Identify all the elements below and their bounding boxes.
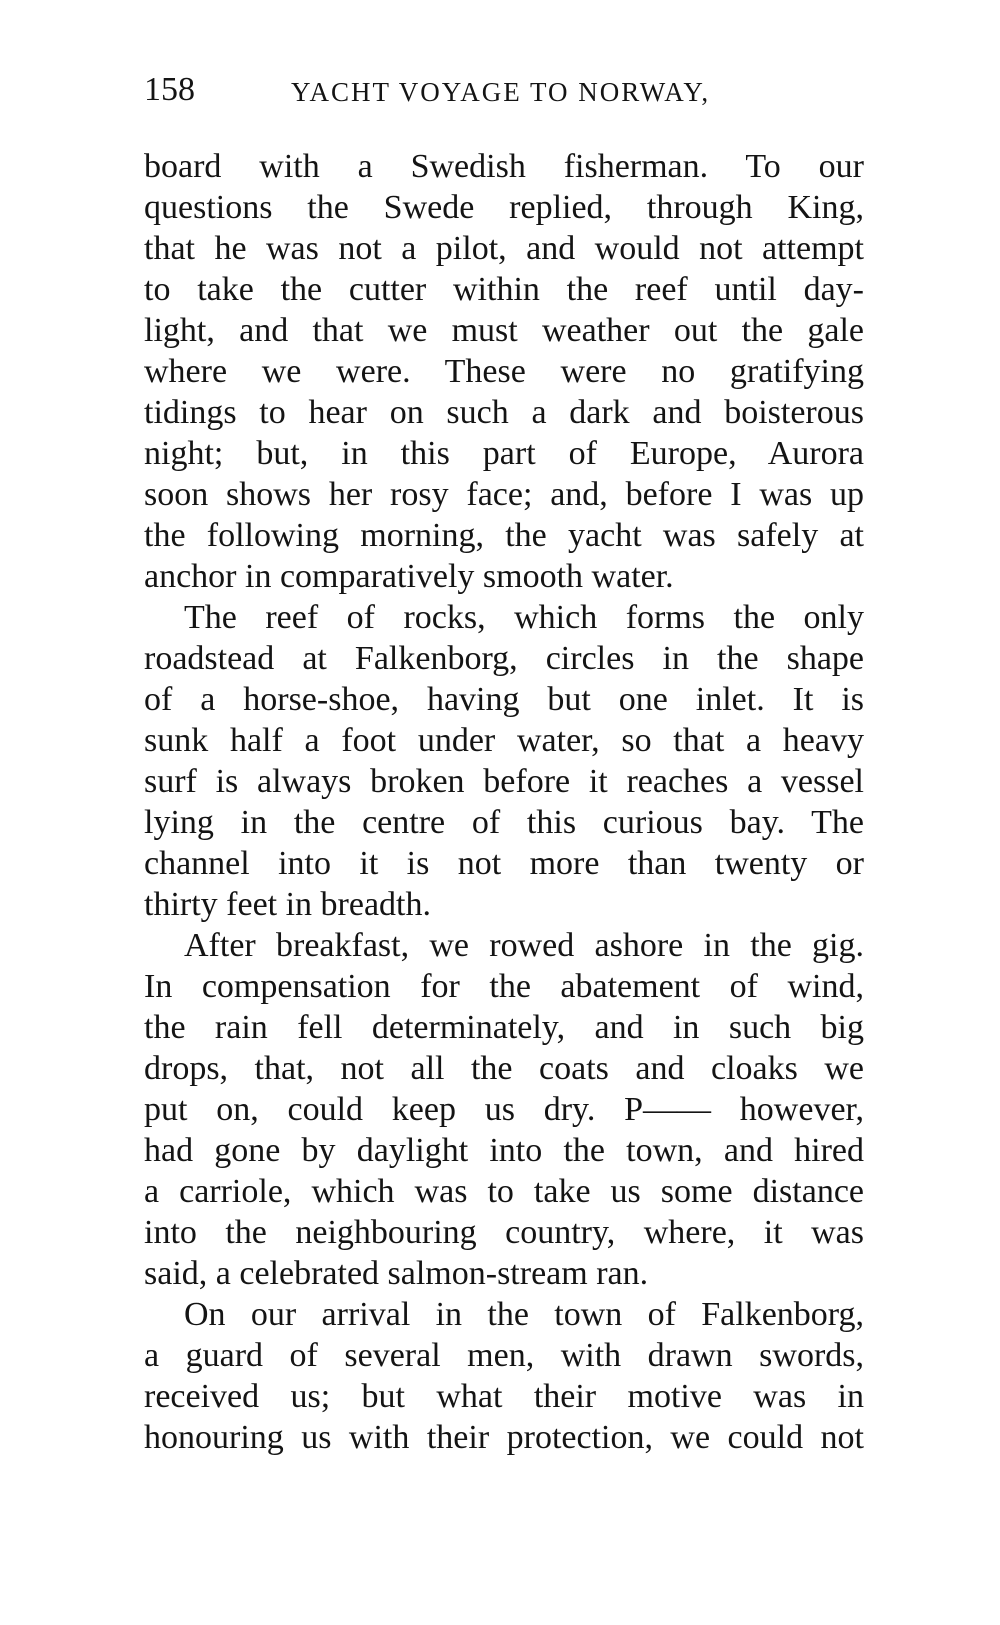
text-line: a guard of several men, with drawn swords, bbox=[144, 1337, 864, 1374]
text-line: lying in the centre of this curious bay. The bbox=[144, 804, 864, 841]
text-line: had gone by daylight into the town, and hired bbox=[144, 1132, 864, 1169]
text-line: night; but, in this part of Europe, Aurora bbox=[144, 435, 864, 472]
text-line: questions the Swede replied, through King, bbox=[144, 189, 864, 226]
paragraph-end-line: thirty feet in breadth. bbox=[144, 886, 432, 923]
text-line: to take the cutter within the reef until day- bbox=[144, 271, 864, 308]
paragraph-start-line: The reef of rocks, which forms the only bbox=[184, 599, 864, 636]
text-line: sunk half a foot under water, so that a heavy bbox=[144, 722, 864, 759]
running-head bbox=[144, 66, 864, 114]
text-line: of a horse-shoe, having but one inlet. It is bbox=[144, 681, 864, 718]
text-line: soon shows her rosy face; and, before I was up bbox=[144, 476, 864, 513]
paragraph-end-line: said, a celebrated salmon-stream ran. bbox=[144, 1255, 649, 1292]
page-number: 158 bbox=[144, 71, 195, 108]
text-line: channel into it is not more than twenty or bbox=[144, 845, 864, 882]
text-line: where we were. These were no gratifying bbox=[144, 353, 864, 390]
paragraph-end-line: anchor in comparatively smooth water. bbox=[144, 558, 674, 595]
text-line: tidings to hear on such a dark and boisterous bbox=[144, 394, 864, 431]
running-title: YACHT VOYAGE TO NORWAY, bbox=[291, 77, 711, 107]
text-line: that he was not a pilot, and would not attempt bbox=[144, 230, 864, 267]
text-line: roadstead at Falkenborg, circles in the shape bbox=[144, 640, 864, 677]
text-line: a carriole, which was to take us some distance bbox=[144, 1173, 864, 1210]
text-line: board with a Swedish fisherman. To our bbox=[144, 148, 864, 185]
paragraph-start-line: On our arrival in the town of Falkenborg, bbox=[184, 1296, 864, 1333]
text-line: the following morning, the yacht was safely at bbox=[144, 517, 864, 554]
text-line: honouring us with their protection, we could not bbox=[144, 1419, 864, 1456]
text-line: into the neighbouring country, where, it was bbox=[144, 1214, 864, 1251]
text-line: surf is always broken before it reaches a vessel bbox=[144, 763, 864, 800]
text-line: light, and that we must weather out the gale bbox=[144, 312, 864, 349]
paragraph-start-line: After breakfast, we rowed ashore in the gig. bbox=[184, 927, 864, 964]
body-text bbox=[144, 146, 864, 1458]
text-line: drops, that, not all the coats and cloaks we bbox=[144, 1050, 864, 1087]
text-line: the rain fell determinately, and in such big bbox=[144, 1009, 864, 1046]
text-line: In compensation for the abatement of wind, bbox=[144, 968, 864, 1005]
text-line: received us; but what their motive was in bbox=[144, 1378, 864, 1415]
text-line: put on, could keep us dry. P—— however, bbox=[144, 1091, 864, 1128]
